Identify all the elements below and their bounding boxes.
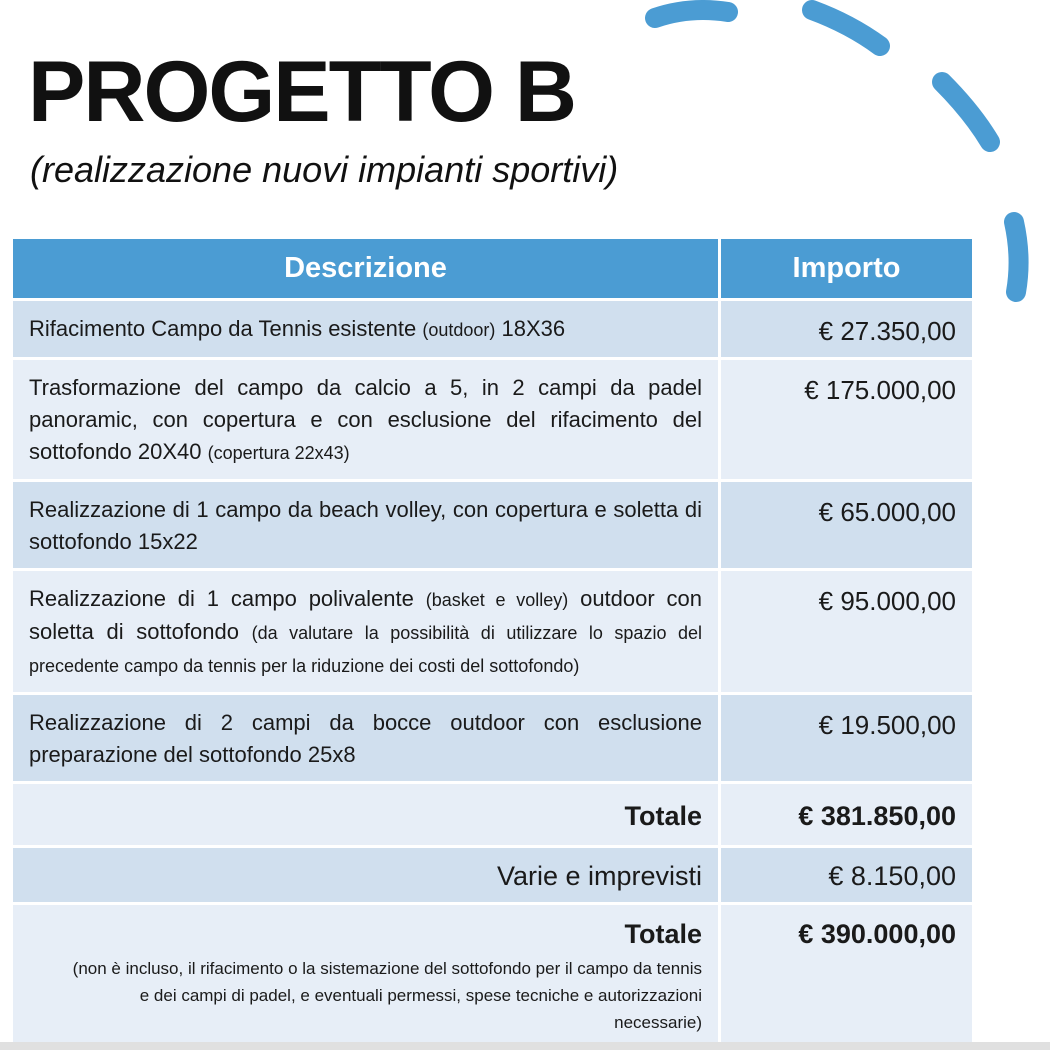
subtotal-row xyxy=(12,783,974,847)
misc-label: Varie e imprevisti xyxy=(12,847,720,904)
misc-amount: € 8.150,00 xyxy=(720,847,974,904)
row-description: Trasformazione del campo da calcio a 5, in 2 campi da padel panoramic, con copertura e con esclusione del rifacimento del sottofondo 20X40 (copertura 22x43) xyxy=(12,359,720,481)
page-subtitle: (realizzazione nuovi impianti sportivi) xyxy=(30,149,619,190)
table-row xyxy=(12,694,974,783)
table-row xyxy=(12,359,974,481)
arc-dash-3 xyxy=(942,82,990,142)
page-title: PROGETTO B xyxy=(28,44,576,140)
row-description: Rifacimento Campo da Tennis esistente (outdoor) 18X36 xyxy=(12,300,720,359)
header-description: Descrizione xyxy=(12,238,720,300)
budget-table xyxy=(10,236,975,1049)
grand-total-cell xyxy=(12,904,720,1048)
row-amount: € 19.500,00 xyxy=(720,694,974,783)
row-description: Realizzazione di 1 campo polivalente (basket e volley) outdoor con soletta di sottofondo (da valutare la possibilità di utilizzare lo spazio del precedente campo da tennis per la riduzione dei costi del sottofondo) xyxy=(12,570,720,694)
arc-dash-1 xyxy=(655,10,728,18)
row-description: Realizzazione di 1 campo da beach volley, con copertura e soletta di sottofondo 15x22 xyxy=(12,481,720,570)
grand-total-note: (non è incluso, il rifacimento o la sistemazione del sottofondo per il campo da tennis e dei campi di padel, e eventuali permessi, spese tecniche e autorizzazioni necessarie) xyxy=(72,959,702,1032)
grand-total-amount: € 390.000,00 xyxy=(720,904,974,1048)
row-description: Realizzazione di 2 campi da bocce outdoor con esclusione preparazione del sottofondo 25x8 xyxy=(12,694,720,783)
table-row xyxy=(12,300,974,359)
bottom-edge-bar xyxy=(0,1042,1050,1050)
misc-row xyxy=(12,847,974,904)
grand-total-row xyxy=(12,904,974,1048)
row-amount: € 175.000,00 xyxy=(720,359,974,481)
table-row xyxy=(12,570,974,694)
row-amount: € 27.350,00 xyxy=(720,300,974,359)
subtotal-label: Totale xyxy=(12,783,720,847)
row-amount: € 95.000,00 xyxy=(720,570,974,694)
grand-total-label: Totale xyxy=(624,919,702,949)
table-header-row xyxy=(12,238,974,300)
arc-dash-4 xyxy=(1014,222,1019,292)
arc-dash-2 xyxy=(812,10,880,46)
subtotal-amount: € 381.850,00 xyxy=(720,783,974,847)
table-row xyxy=(12,481,974,570)
row-amount: € 65.000,00 xyxy=(720,481,974,570)
header-amount: Importo xyxy=(720,238,974,300)
